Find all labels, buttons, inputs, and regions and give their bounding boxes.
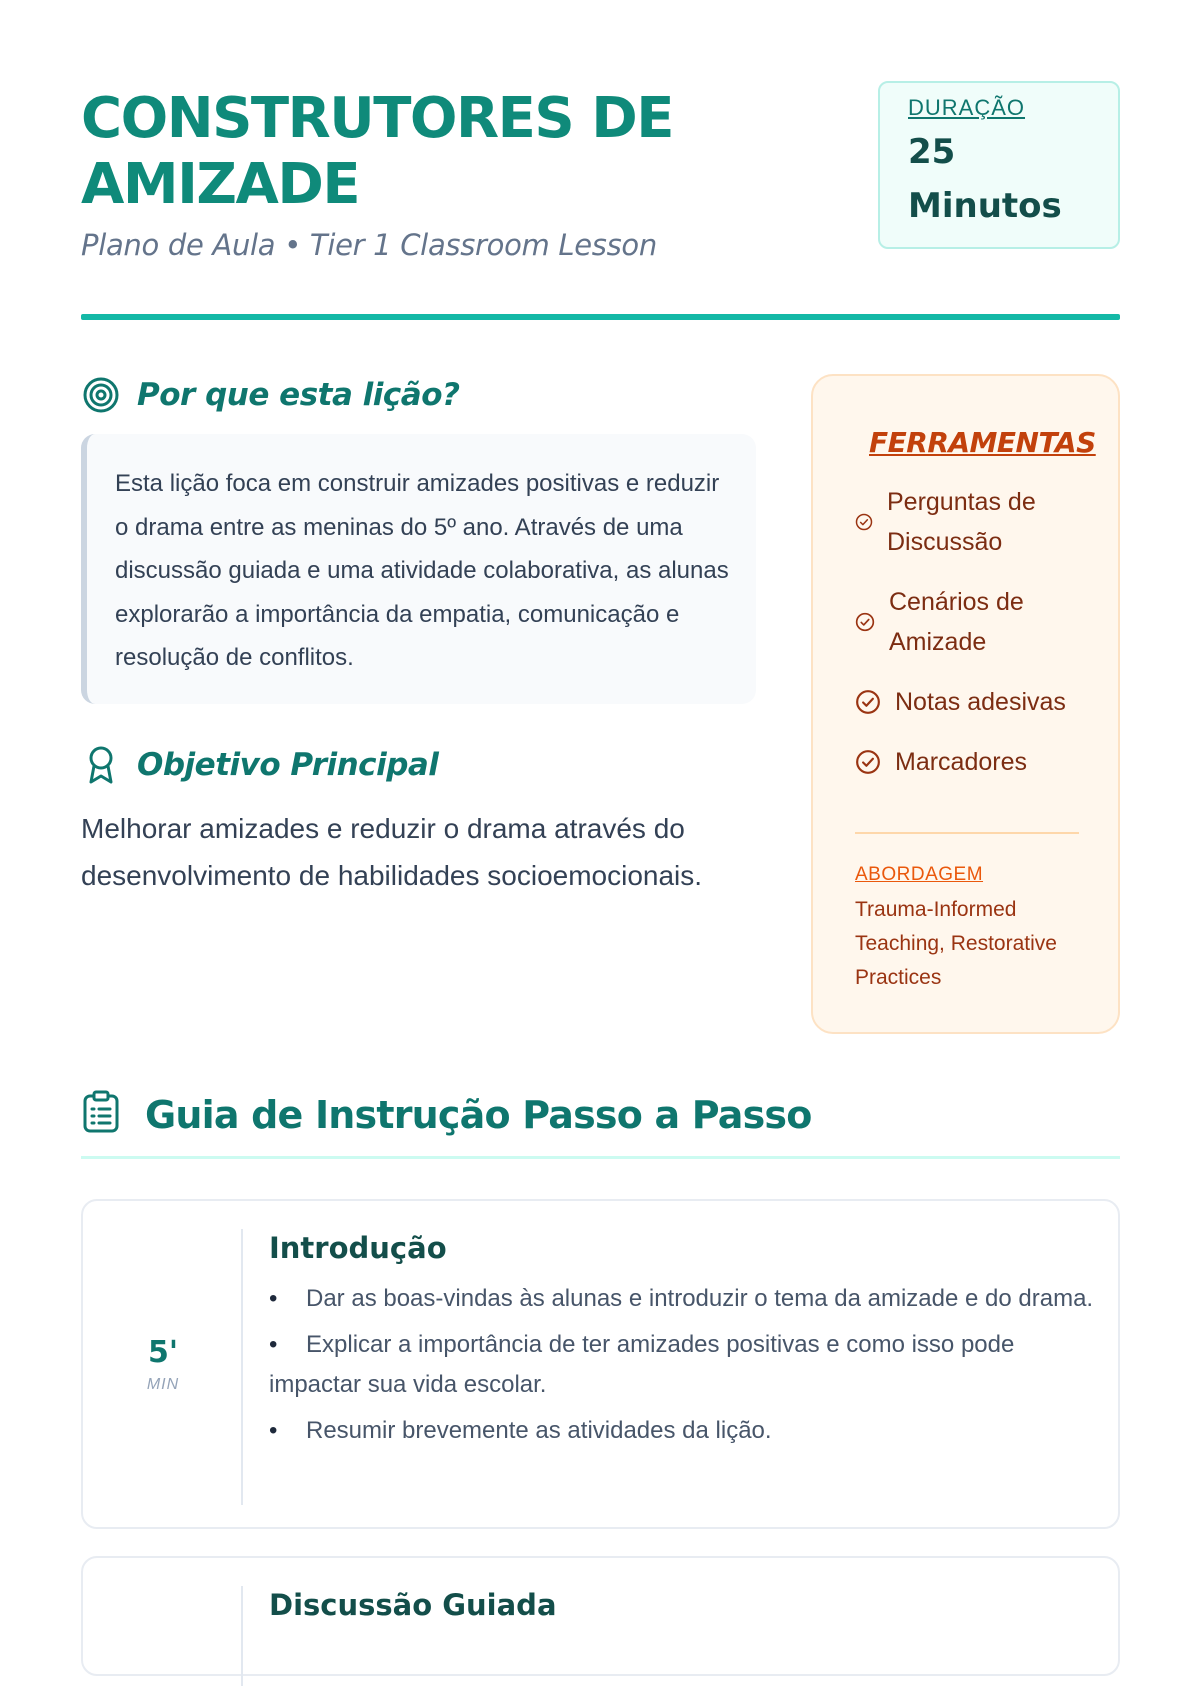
why-callout <box>81 434 756 704</box>
step-content <box>269 1231 1099 1457</box>
step-bullet-list <box>269 1279 1099 1451</box>
tool-label: Cenários de Amizade <box>889 588 1024 656</box>
step-duration-value: 5' <box>147 1334 179 1370</box>
step-duration-unit: MIN <box>146 1375 180 1393</box>
list-item-text: Dar as boas-vindas às alunas e introduzir o tema da amizade e do drama. <box>306 1285 1094 1312</box>
list-item: • Resumir brevemente as atividades da lição. <box>269 1417 772 1444</box>
step-card-guided-discussion <box>81 1556 1120 1676</box>
step-title: Discussão Guiada <box>269 1588 557 1622</box>
list-item: • Dar as boas-vindas às alunas e introduzir o tema da amizade e do drama. <box>269 1285 1094 1312</box>
page-subtitle: Plano de Aula • Tier 1 Classroom Lesson <box>81 228 657 262</box>
goal-section-header <box>81 745 438 785</box>
approach-label: ABORDAGEM <box>855 864 984 885</box>
step-divider <box>241 1229 243 1505</box>
step-title: Introdução <box>269 1231 447 1265</box>
approach-text: Trauma-Informed Teaching, Restorative Practices <box>855 898 1057 989</box>
check-circle-icon <box>855 513 873 531</box>
step-divider <box>241 1586 243 1686</box>
duration-value: 25 Minutos <box>908 132 1062 226</box>
goal-text: Melhorar amizades e reduzir o drama através do desenvolvimento de habilidades socioemocionais. <box>81 813 703 891</box>
step-content <box>269 1588 1099 1622</box>
tools-divider <box>855 832 1079 834</box>
lesson-header <box>81 86 1120 326</box>
tool-item <box>855 582 1049 662</box>
tool-label: Perguntas de Discussão <box>887 488 1036 556</box>
list-item-text: Resumir brevemente as atividades da lição. <box>306 1417 772 1444</box>
award-ribbon-icon <box>81 745 121 785</box>
tool-item <box>855 682 1066 722</box>
duration-label: DURAÇÃO <box>908 95 1026 120</box>
target-icon <box>81 375 121 415</box>
why-section-header <box>81 375 460 415</box>
tool-item <box>855 742 1027 782</box>
clipboard-list-icon <box>81 1090 121 1139</box>
check-circle-icon <box>855 749 881 775</box>
step-card-introduction <box>81 1199 1120 1529</box>
tool-item <box>855 482 1067 562</box>
why-title: Por que esta lição? <box>137 377 460 413</box>
tools-card <box>811 374 1120 1034</box>
check-circle-icon <box>855 689 881 715</box>
guide-divider <box>81 1156 1120 1159</box>
why-text: Esta lição foca em construir amizades positivas e reduzir o drama entre as meninas do 5º ano. Através de uma discussão guiada e uma atividade colaborativa, as alunas explorarão a importância da empatia, comunicação e resolução de conflitos. <box>115 470 729 671</box>
guide-section-header <box>81 1090 812 1139</box>
header-divider <box>81 314 1120 320</box>
page-title: CONSTRUTORES DE AMIZADE <box>81 86 673 217</box>
guide-title: Guia de Instrução Passo a Passo <box>145 1092 812 1137</box>
goal-title: Objetivo Principal <box>137 747 439 783</box>
tool-label: Notas adesivas <box>895 688 1066 716</box>
step-duration <box>83 1201 243 1527</box>
check-circle-icon <box>855 612 875 632</box>
duration-card <box>878 81 1120 249</box>
tool-label: Marcadores <box>895 748 1027 776</box>
list-item-text: Explicar a importância de ter amizades positivas e como isso pode impactar sua vida escolar. <box>269 1331 1015 1398</box>
list-item: • Explicar a importância de ter amizades positivas e como isso pode impactar sua vida escolar. <box>269 1331 1015 1398</box>
tools-title: FERRAMENTAS <box>869 426 1096 459</box>
